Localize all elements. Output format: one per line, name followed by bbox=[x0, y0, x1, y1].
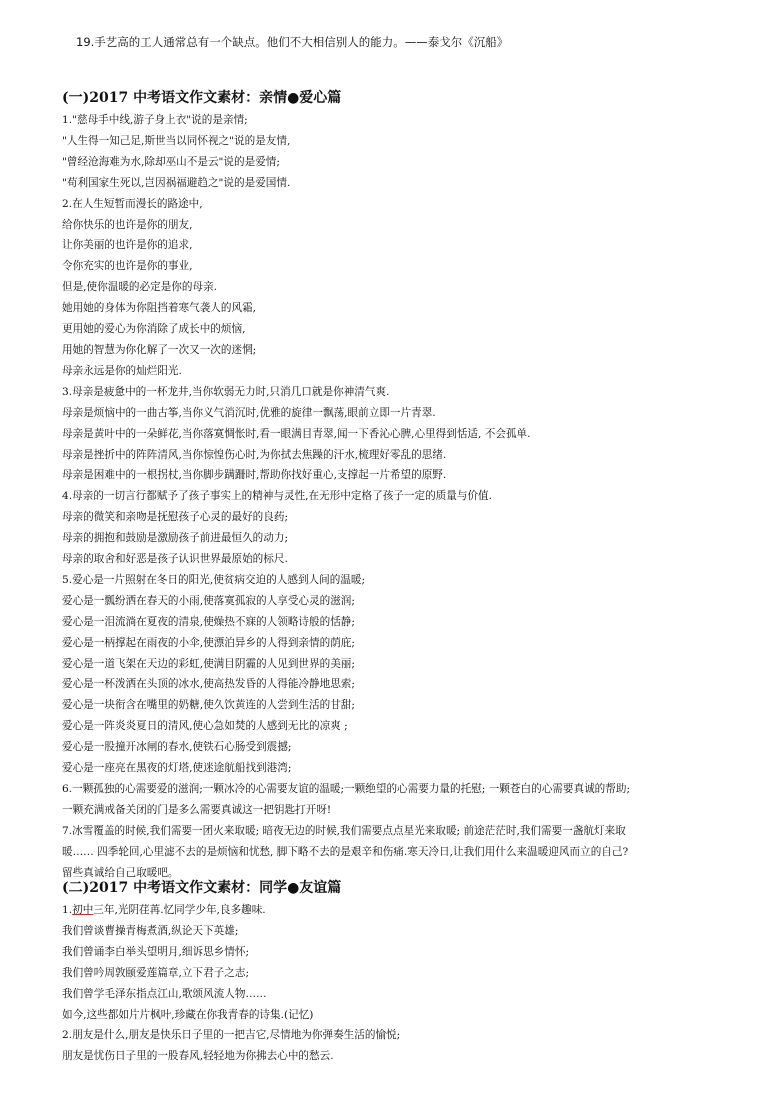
text-line: 爱心是一道飞架在天边的彩虹,使满目阴霾的人见到世界的美丽; bbox=[62, 657, 355, 670]
text-line: 母亲是挫折中的阵阵清风,当你惊惶伤心时,为你拭去焦躁的汗水,梳理好零乱的思绪. bbox=[62, 448, 447, 461]
text-line: 7.冰雪覆盖的时候,我们需要一团火来取暖; 暗夜无边的时候,我们需要点点星光来取暖; 前途茫茫时,我们需要一盏航灯来取 bbox=[62, 824, 626, 837]
text-line: 一颗充满戒备关闭的门是多么需要真诚这一把钥匙打开呀! bbox=[62, 803, 332, 816]
section-classmate-friendship bbox=[62, 878, 752, 1067]
text-line: "苟利国家生死以,岂因祸福避趋之"说的是爱国情. bbox=[62, 176, 291, 189]
text-line: 母亲的取舍和好恶是孩子认识世界最原始的标尺. bbox=[62, 553, 288, 566]
text-line: 爱心是一股撞开冰闸的春水,使铁石心肠受到震撼; bbox=[62, 741, 292, 754]
text-line: 暖…… 四季轮回,心里滤不去的是烦恼和忧愁, 脚下略不去的是艰辛和伤痛.寒天冷日,让我们用什么来温暖迎风而立的自己? bbox=[62, 845, 629, 858]
section-heading: (一)2017 中考语文作文素材：亲情●爱心篇 bbox=[62, 90, 342, 106]
text-line: 朋友是忧伤日子里的一股春风,轻轻地为你拂去心中的愁云. bbox=[62, 1050, 334, 1063]
text-line: 爱心是一杯泼洒在头顶的冰水,使高热发昏的人得能冷静地思索; bbox=[62, 678, 355, 691]
text-line: 2.在人生短暂而漫长的路途中, bbox=[62, 197, 203, 210]
section-family-love bbox=[62, 88, 752, 884]
line-text: 三年,光阴荏苒.忆同学少年,良多趣味. bbox=[93, 904, 266, 916]
text-line: 但是,使你温暖的必定是你的母亲. bbox=[62, 281, 218, 294]
text-line: 6.一颗孤独的心需要爱的滋润;一颗冰冷的心需要友谊的温暖;一颗绝望的心需要力量的托慰; 一颗苍白的心需要真诚的帮助; bbox=[62, 783, 631, 795]
text-line: 5.爱心是一片照射在冬日的阳光,使贫病交迫的人感到人间的温暖; bbox=[62, 573, 366, 586]
text-line: 爱心是一块衔含在嘴里的奶糖,使久饮黄连的人尝到生活的甘甜; bbox=[62, 699, 355, 712]
text-line: 母亲是烦恼中的一曲古筝,当你义气消沉时,优雅的旋律一飘荡,眼前立即一片青翠. bbox=[62, 406, 436, 419]
text-line: 爱心是一阵炎炎夏日的清风,使心急如焚的人感到无比的凉爽 ; bbox=[62, 720, 348, 733]
text-line bbox=[62, 900, 752, 921]
text-line: 我们曾学毛泽东指点江山,歌颂风流人物…… bbox=[62, 987, 267, 1000]
text-line: 2.朋友是什么,朋友是快乐日子里的一把吉它,尽情地为你弹奏生活的愉悦; bbox=[62, 1029, 401, 1042]
text-line: 留些真诚给自己取暖吧。 bbox=[62, 866, 179, 879]
text-line: 她用她的身体为你阻挡着寒气袭人的风霜, bbox=[62, 302, 257, 315]
text-line: 4.母亲的一切言行都赋予了孩子事实上的精神与灵性,在无形中定格了孩子一定的质量与价值. bbox=[62, 490, 492, 503]
text-line: "人生得一知己足,斯世当以同怀视之"说的是友情, bbox=[62, 134, 291, 147]
text-line: 爱心是一柄撑起在雨夜的小伞,使漂泊异乡的人得到亲情的荫庇; bbox=[62, 636, 355, 649]
text-line: 爱心是一座亮在黑夜的灯塔,使迷途航船找到港湾; bbox=[62, 762, 292, 775]
text-line: 让你美丽的也许是你的追求, bbox=[62, 239, 193, 252]
text-line: 用她的智慧为你化解了一次又一次的迷惘; bbox=[62, 343, 257, 356]
line-number: 1. bbox=[62, 904, 73, 916]
section-heading: (二)2017 中考语文作文素材：同学●友谊篇 bbox=[62, 880, 342, 896]
text-line: 母亲是困难中的一根拐杖,当你脚步蹒跚时,帮助你找好重心,支撑起一片希望的原野. bbox=[62, 469, 447, 482]
text-line: 爱心是一瓢纷洒在春天的小雨,使落寞孤寂的人享受心灵的滋润; bbox=[62, 594, 355, 607]
text-line: 如今,这些都如片片枫叶,珍藏在你我青春的诗集.(记忆) bbox=[62, 1008, 314, 1021]
quote-19: 19.手艺高的工人通常总有一个缺点。他们不大相信别人的能力。——泰戈尔《沉船》 bbox=[76, 35, 509, 49]
text-line: 更用她的爱心为你消除了成长中的烦恼, bbox=[62, 323, 246, 336]
text-line: 令你充实的也许是你的事业, bbox=[62, 260, 193, 273]
text-line: "曾经沧海难为水,除却巫山不是云"说的是爱情; bbox=[62, 155, 280, 168]
text-line: 母亲的微笑和亲吻是抚慰孩子心灵的最好的良药; bbox=[62, 511, 289, 524]
underlined-word: 初中 bbox=[72, 904, 94, 916]
text-line: 我们曾诵李白举头望明月,细诉思乡情怀; bbox=[62, 945, 250, 958]
text-line: 母亲永远是你的灿烂阳光. bbox=[62, 364, 182, 377]
text-line: 爱心是一泪流淌在夏夜的清泉,使燥热不寐的人领略诗般的恬静; bbox=[62, 615, 355, 628]
text-line: 母亲是黄叶中的一朵鲜花,当你落寞惆怅时,看一眼满目青翠,闻一下香沁心脾,心里得到恬适, 不会孤单. bbox=[62, 427, 531, 440]
text-line: 给你快乐的也许是你的朋友, bbox=[62, 218, 193, 231]
text-line: 我们曾吟周敦颐爱莲篇章,立下君子之志; bbox=[62, 966, 250, 979]
text-line: 1."慈母手中线,游子身上衣"说的是亲情; bbox=[62, 114, 248, 126]
text-line: 3.母亲是疲惫中的一杯龙井,当你软弱无力时,只消几口就是你神清气爽. bbox=[62, 385, 390, 398]
text-line: 母亲的拥抱和鼓励是激励孩子前进最恒久的动力; bbox=[62, 532, 289, 545]
text-line: 我们曾谈曹操青梅煮酒,纵论天下英雄; bbox=[62, 924, 239, 937]
